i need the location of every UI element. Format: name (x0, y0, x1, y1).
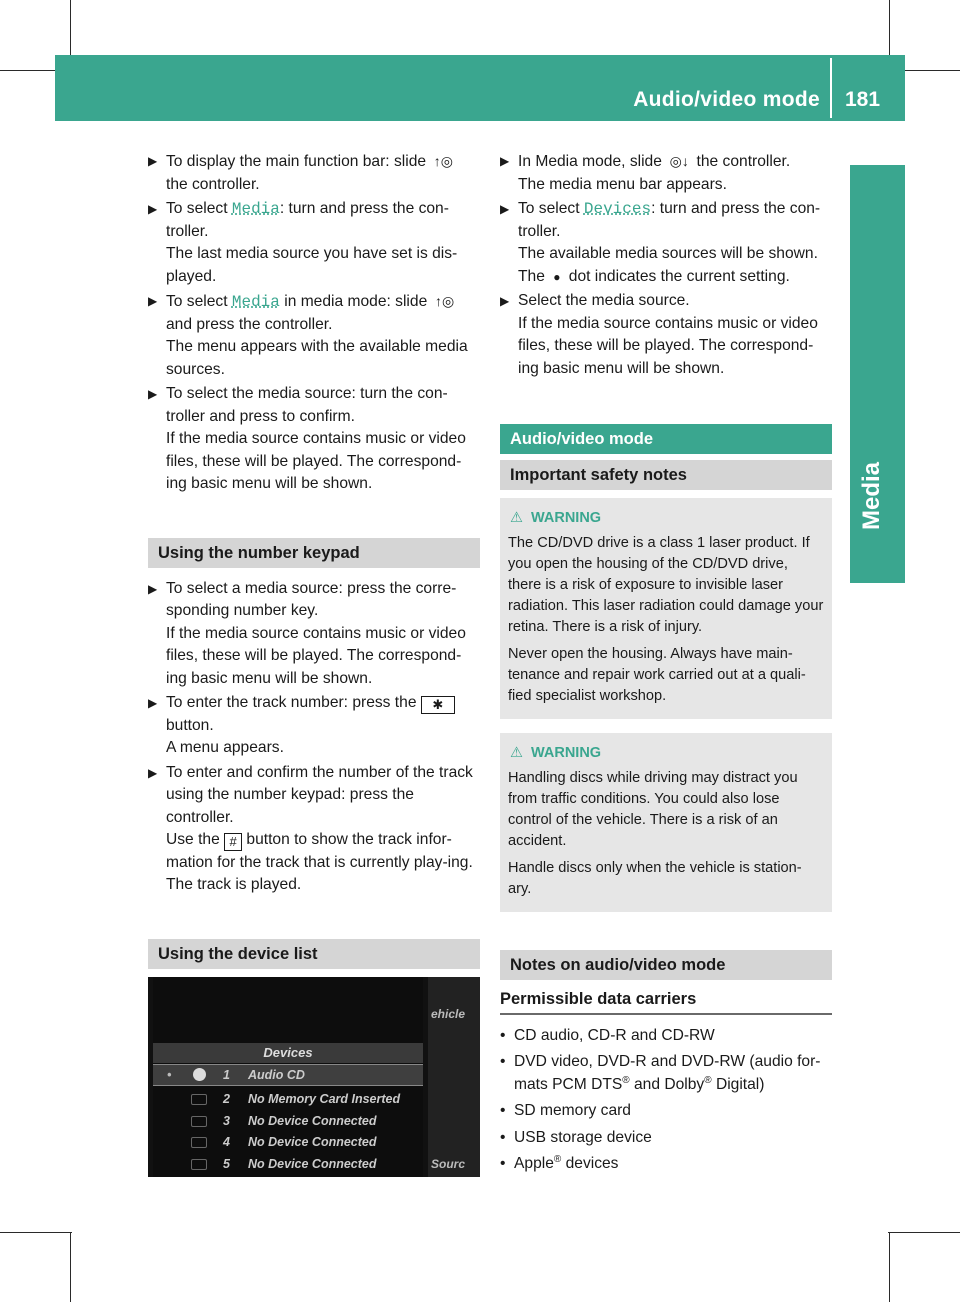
screen-side-label: Sourc (431, 1157, 466, 1171)
section-heading-audio-video: Audio/video mode (500, 424, 832, 454)
step-arrow-icon: ▶ (500, 294, 510, 308)
left-column (148, 150, 480, 969)
disc-icon (193, 1068, 206, 1081)
instruction-step: ▶ Select the media source. If the media source contains music or video files, these will be played. The correspond-ing basic menu will be shown. (500, 292, 818, 377)
device-slot-icon (191, 1116, 207, 1127)
step-arrow-icon: ▶ (500, 154, 510, 168)
warning-box: ⚠ WARNING Handling discs while driving may distract you from traffic conditions. You could also lose control of the vehicle. There is a risk of an accident. Handle discs only when the vehicle is station-ary. (500, 733, 832, 912)
step-arrow-icon: ▶ (148, 202, 158, 216)
instruction-step: ▶ To select Devices: turn and press the con-troller. The available media sources will be shown. The ● dot indicates the current setting. (500, 200, 821, 285)
chapter-tab-label: Media (858, 461, 885, 530)
crop-mark (0, 1232, 72, 1233)
crop-mark (70, 1232, 71, 1302)
menu-item-media: Media (231, 200, 280, 218)
section-heading-keypad: Using the number keypad (148, 538, 480, 568)
warning-box: ⚠ WARNING The CD/DVD drive is a class 1 laser product. If you open the housing of the CD/DVD drive, there is a risk of exposure to invisible laser radiation. This laser radiation could damage your retina. There is a risk of injury. Never open the housing. Always have main-tenance and repair work carried out at a quali-fied specialist workshop. (500, 498, 832, 719)
list-item: • DVD video, DVD-R and DVD-RW (audio for-mats PCM DTS® and Dolby® Digital) (500, 1051, 832, 1096)
device-row: 5 No Device Connected (153, 1154, 423, 1174)
step-arrow-icon: ▶ (500, 202, 510, 216)
hash-key-icon: # (224, 833, 242, 851)
device-slot-icon (191, 1137, 207, 1148)
step-arrow-icon: ▶ (148, 581, 158, 596)
crop-mark (889, 1232, 890, 1302)
controller-slide-up-icon: ↑◎ (433, 153, 453, 169)
list-item: • CD audio, CD-R and CD-RW (500, 1025, 832, 1048)
instruction-step: ▶ To enter the track number: press the ✱ button. A menu appears. (148, 692, 480, 760)
subheading-data-carriers: Permissible data carriers (500, 988, 832, 1015)
warning-header: ⚠ WARNING (508, 743, 824, 764)
crop-mark (888, 1232, 960, 1233)
step-arrow-icon: ▶ (148, 294, 158, 308)
device-row: 2 No Memory Card Inserted (153, 1089, 423, 1109)
controller-slide-down-icon: ◎↓ (669, 153, 689, 169)
step-arrow-icon: ▶ (148, 765, 158, 780)
warning-triangle-icon: ⚠ (510, 745, 523, 761)
step-arrow-icon: ▶ (148, 387, 158, 401)
controller-slide-up-icon: ↑◎ (434, 293, 455, 309)
section-heading-device-list: Using the device list (148, 939, 480, 969)
section-heading-notes: Notes on audio/video mode (500, 950, 832, 980)
section-heading-safety: Important safety notes (500, 460, 832, 490)
right-column (500, 150, 832, 1176)
instruction-step: ▶ To select Media: turn and press the con-troller. The last media source you have set is dis-played. (148, 200, 458, 285)
device-row: 4 No Device Connected (153, 1132, 423, 1152)
device-row: • 1 Audio CD (153, 1064, 423, 1086)
step-arrow-icon: ▶ (148, 696, 158, 710)
page-number: 181 (845, 88, 881, 111)
header-divider (830, 58, 832, 118)
star-key-icon: ✱ (421, 696, 455, 714)
instruction-step: ▶ To select the media source: turn the con-troller and press to confirm. If the media source contains music or video files, these will be played. The correspond-ing basic menu will be shown. (148, 385, 466, 492)
instruction-step: ▶ To select a media source: press the corre-sponding number key. If the media source contains music or video files, these will be played. The correspond-ing basic menu will be shown. (148, 579, 466, 687)
warning-header: ⚠ WARNING (508, 508, 824, 529)
instruction-step: ▶ To enter and confirm the number of the track using the number keypad: press the controller. Use the # button to show the track infor-mation for the track that is currently play-ing. The track is played. (148, 763, 473, 893)
screen-devices-title: Devices (153, 1043, 423, 1063)
instruction-step: ▶ To display the main function bar: slide ↑◎ the controller. (148, 150, 480, 196)
screen-side-label: ehicle (431, 1007, 466, 1021)
device-slot-icon (191, 1159, 207, 1170)
step-arrow-icon: ▶ (148, 154, 158, 168)
instruction-step: ▶ To select Media in media mode: slide ↑◎ and press the controller. The menu appears with the available media sources. (148, 290, 480, 381)
menu-item-devices: Devices (583, 200, 652, 218)
list-item: • SD memory card (500, 1100, 832, 1123)
instruction-step: ▶ In Media mode, slide ◎↓ the controller. The media menu bar appears. (500, 150, 832, 196)
warning-triangle-icon: ⚠ (510, 510, 523, 526)
current-setting-dot-icon: • (167, 1068, 172, 1082)
menu-item-media: Media (231, 293, 280, 311)
page-title: Audio/video mode (633, 88, 820, 111)
card-slot-icon (191, 1094, 207, 1105)
device-list-screenshot (148, 977, 480, 1177)
list-item: • USB storage device (500, 1127, 832, 1150)
dot-icon: ● (553, 269, 561, 284)
device-row: 3 No Device Connected (153, 1111, 423, 1131)
data-carrier-list (500, 1025, 832, 1176)
list-item: • Apple® devices (500, 1153, 832, 1176)
